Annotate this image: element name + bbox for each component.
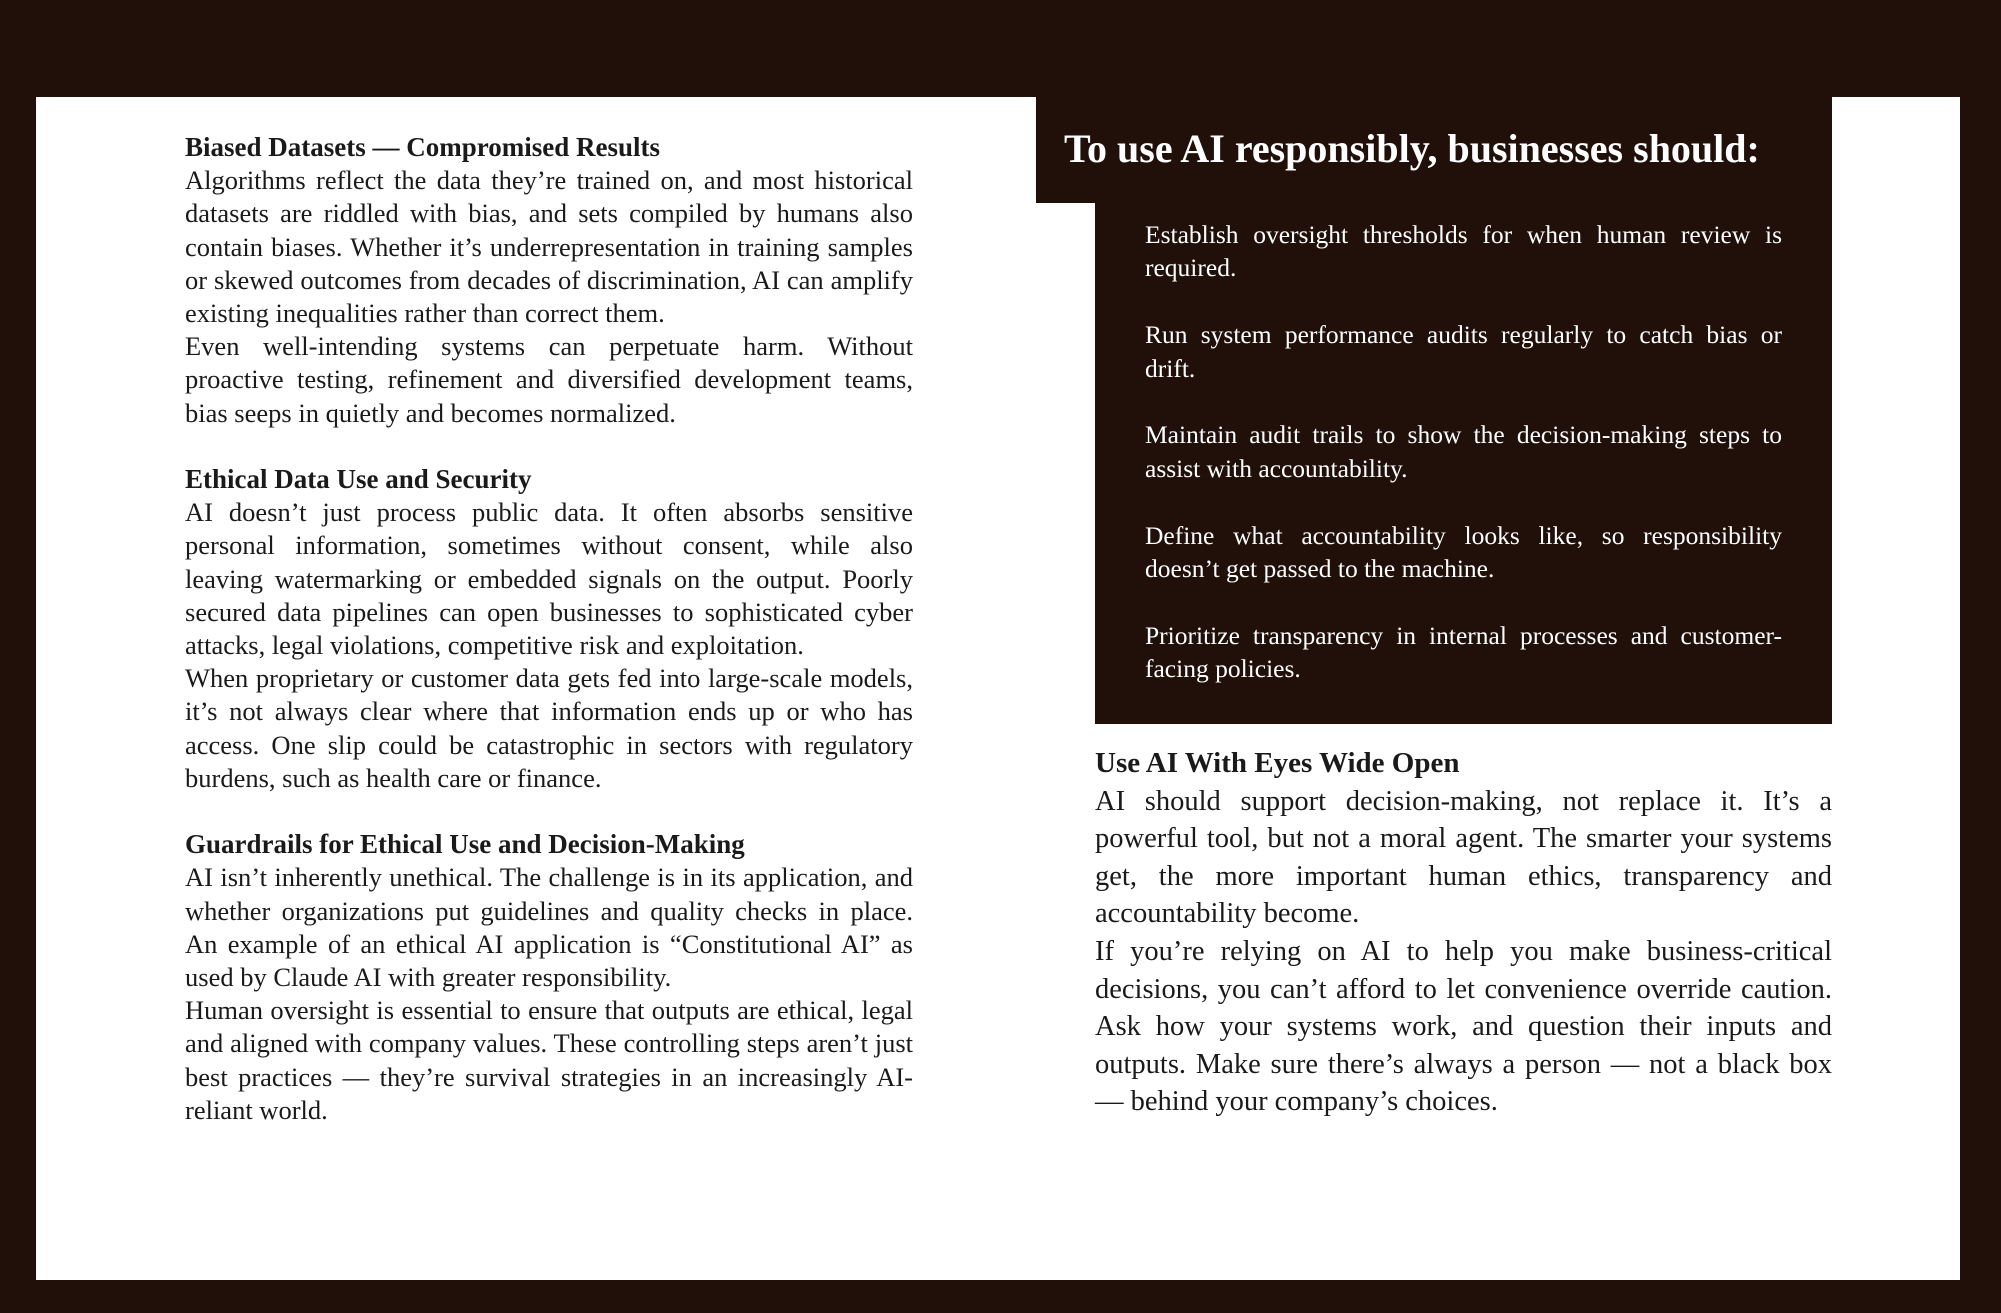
section-ethical-data-use bbox=[185, 463, 913, 795]
callout-item: Run system performance audits regularly to catch bias or drift. bbox=[1145, 320, 1782, 383]
section-heading: Biased Datasets — Compromised Results bbox=[185, 132, 661, 162]
callout-list bbox=[1145, 218, 1782, 719]
section-paragraph: AI should support decision-making, not replace it. It’s a powerful tool, but not a moral agent. The smarter your systems get, the more important human ethics, transparency and accountability become. bbox=[1095, 785, 1832, 930]
section-paragraph: AI doesn’t just process public data. It often absorbs sensitive personal information, sometimes without consent, while also leaving watermarking or embedded signals on the output. Poorly secured data pipelines can open businesses to sophisticated cyber attacks, legal violations, competitive risk and exploitation. bbox=[185, 497, 913, 661]
section-paragraph: Even well-intending systems can perpetuate harm. Without proactive testing, refinement and diversified development teams, bias seeps in quietly and becomes normalized. bbox=[185, 331, 913, 428]
section-paragraph: Algorithms reflect the data they’re trained on, and most historical datasets are riddled with bias, and sets compiled by humans also contain biases. Whether it’s underrepresentation in training samples or skewed outcomes from decades of discrimination, AI can amplify existing inequalities rather than correct them. bbox=[185, 165, 913, 329]
section-biased-datasets bbox=[185, 131, 913, 430]
section-paragraph: When proprietary or customer data gets fed into large-scale models, it’s not always clear where that information ends up or who has access. One slip could be catastrophic in sectors with regulatory burdens, such as health care or finance. bbox=[185, 663, 913, 793]
section-heading: Ethical Data Use and Security bbox=[185, 464, 532, 495]
section-paragraph: Human oversight is essential to ensure that outputs are ethical, legal and aligned with company values. These controlling steps aren’t just best practices — they’re survival strategies in an increasingly AI-reliant world. bbox=[185, 995, 913, 1125]
section-paragraph: AI isn’t inherently unethical. The challenge is in its application, and whether organizations put guidelines and quality checks in place. An example of an ethical AI application is “Constitutional AI” as used by Claude AI with greater responsibility. bbox=[185, 862, 913, 993]
section-heading-eyes-wide-open: Use AI With Eyes Wide Open bbox=[1095, 747, 1460, 779]
section-paragraph: If you’re relying on AI to help you make business-critical decisions, you can’t afford to let convenience override caution. Ask how your systems work, and question their inputs and outputs. Make sure there’s always a person — not a black box — behind your company’s choices. bbox=[1095, 935, 1832, 1118]
callout-item: Establish oversight thresholds for when human review is required. bbox=[1145, 220, 1782, 283]
document-page bbox=[36, 97, 1960, 1280]
section-heading: Guardrails for Ethical Use and Decision-Making bbox=[185, 829, 745, 860]
left-column bbox=[185, 131, 913, 1160]
callout-item: Define what accountability looks like, so responsibility doesn’t get passed to the machine. bbox=[1145, 520, 1782, 584]
section-guardrails bbox=[185, 828, 913, 1127]
right-column bbox=[1095, 745, 1832, 1121]
callout-item: Prioritize transparency in internal processes and customer-facing policies. bbox=[1145, 620, 1782, 684]
callout-title: To use AI responsibly, businesses should: bbox=[1064, 126, 1760, 171]
callout-item: Maintain audit trails to show the decision-making steps to assist with accountability. bbox=[1145, 420, 1782, 483]
